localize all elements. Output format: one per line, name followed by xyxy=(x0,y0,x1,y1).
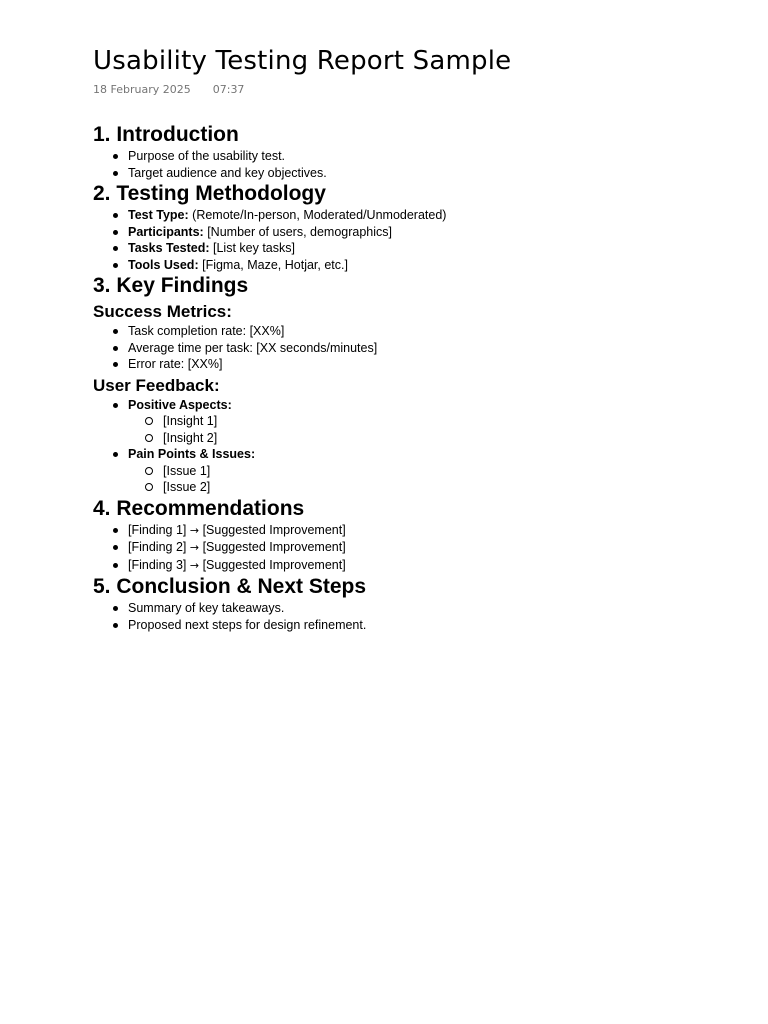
list-item xyxy=(93,240,713,257)
user-feedback-list xyxy=(93,397,713,496)
bullet-icon xyxy=(113,230,118,235)
list-item-text: Summary of key takeaways. xyxy=(128,601,285,615)
recommendations-list xyxy=(93,522,713,575)
list-item xyxy=(93,224,713,241)
list-item-text: Task completion rate: [XX%] xyxy=(128,324,285,338)
list-item xyxy=(93,522,713,540)
list-item xyxy=(93,397,713,447)
list-item-text: [Insight 2] xyxy=(163,430,218,445)
improvement-text: [Suggested Improvement] xyxy=(202,557,346,572)
finding-text: [Finding 2] xyxy=(128,540,187,554)
list-item xyxy=(93,600,713,617)
section-heading-key-findings: 3. Key Findings xyxy=(93,274,249,297)
list-item-text: Purpose of the usability test. xyxy=(128,149,286,163)
bullet-icon xyxy=(113,346,118,351)
bullet-icon xyxy=(113,362,118,367)
page-title: Usability Testing Report Sample xyxy=(93,46,512,76)
bullet-icon xyxy=(113,213,118,218)
bullet-icon xyxy=(113,623,118,628)
list-item xyxy=(93,148,713,165)
list-item-text: [Insight 1] xyxy=(163,414,218,428)
list-item xyxy=(93,539,713,557)
item-text: [List key tasks] xyxy=(213,241,295,255)
improvement-text: [Suggested Improvement] xyxy=(202,540,346,554)
list-item xyxy=(93,356,713,373)
bullet-icon xyxy=(113,263,118,268)
list-item-text: Error rate: [XX%] xyxy=(128,357,223,371)
list-item xyxy=(93,557,713,575)
sub-list-item xyxy=(93,479,713,496)
hollow-bullet-icon xyxy=(145,434,153,442)
positive-aspects-sublist xyxy=(128,413,713,446)
success-metrics-list xyxy=(93,323,713,373)
arrow-right-icon: → xyxy=(189,541,200,554)
item-label: Tools Used: xyxy=(128,257,199,272)
item-label: Positive Aspects: xyxy=(128,397,232,412)
bullet-icon xyxy=(113,246,118,251)
list-item-text: Target audience and key objectives. xyxy=(128,165,327,180)
item-label: Tasks Tested: xyxy=(128,241,210,255)
bullet-icon xyxy=(113,154,118,159)
pain-points-sublist xyxy=(128,463,713,496)
item-text: [Number of users, demographics] xyxy=(207,224,393,239)
subheading-success-metrics: Success Metrics: xyxy=(93,302,232,321)
list-item xyxy=(93,257,713,274)
hollow-bullet-icon xyxy=(145,467,153,475)
item-label: Test Type: xyxy=(128,208,189,222)
bullet-icon xyxy=(113,452,118,457)
bullet-icon xyxy=(113,606,118,611)
list-item xyxy=(93,207,713,224)
list-item-text: [Issue 2] xyxy=(163,480,211,494)
item-text: [Figma, Maze, Hotjar, etc.] xyxy=(202,257,348,272)
sub-list-item xyxy=(93,430,713,447)
hollow-bullet-icon xyxy=(145,483,153,491)
item-text: (Remote/In-person, Moderated/Unmoderated) xyxy=(192,208,447,222)
document-time: 07:37 xyxy=(212,83,245,96)
item-label: Pain Points & Issues: xyxy=(128,447,256,461)
sub-list-item xyxy=(93,463,713,480)
hollow-bullet-icon xyxy=(145,417,153,425)
bullet-icon xyxy=(113,563,118,568)
document-meta xyxy=(93,82,713,98)
list-item xyxy=(93,165,713,182)
finding-text: [Finding 3] xyxy=(128,557,187,572)
conclusion-list xyxy=(93,600,713,633)
bullet-icon xyxy=(113,403,118,408)
improvement-text: [Suggested Improvement] xyxy=(202,522,346,537)
document-page xyxy=(93,44,713,633)
section-heading-methodology: 2. Testing Methodology xyxy=(93,182,326,205)
section-heading-introduction: 1. Introduction xyxy=(93,123,239,146)
list-item xyxy=(93,446,713,496)
bullet-icon xyxy=(113,528,118,533)
sub-list-item xyxy=(93,413,713,430)
item-label: Participants: xyxy=(128,224,204,239)
arrow-right-icon: → xyxy=(189,558,200,572)
list-item xyxy=(93,617,713,634)
list-item xyxy=(93,340,713,357)
finding-text: [Finding 1] xyxy=(128,522,187,537)
list-item xyxy=(93,323,713,340)
list-item-text: [Issue 1] xyxy=(163,463,211,478)
section-heading-recommendations: 4. Recommendations xyxy=(93,496,305,520)
section-heading-conclusion: 5. Conclusion & Next Steps xyxy=(93,575,367,598)
bullet-icon xyxy=(113,171,118,176)
list-item-text: Average time per task: [XX seconds/minutes] xyxy=(128,340,378,355)
list-item-text: Proposed next steps for design refinement. xyxy=(128,617,367,632)
methodology-list xyxy=(93,207,713,273)
document-date: 18 February 2025 xyxy=(93,83,191,96)
arrow-right-icon: → xyxy=(189,523,200,537)
bullet-icon xyxy=(113,329,118,334)
bullet-icon xyxy=(113,545,118,550)
subheading-user-feedback: User Feedback: xyxy=(93,375,220,395)
introduction-list xyxy=(93,148,713,181)
